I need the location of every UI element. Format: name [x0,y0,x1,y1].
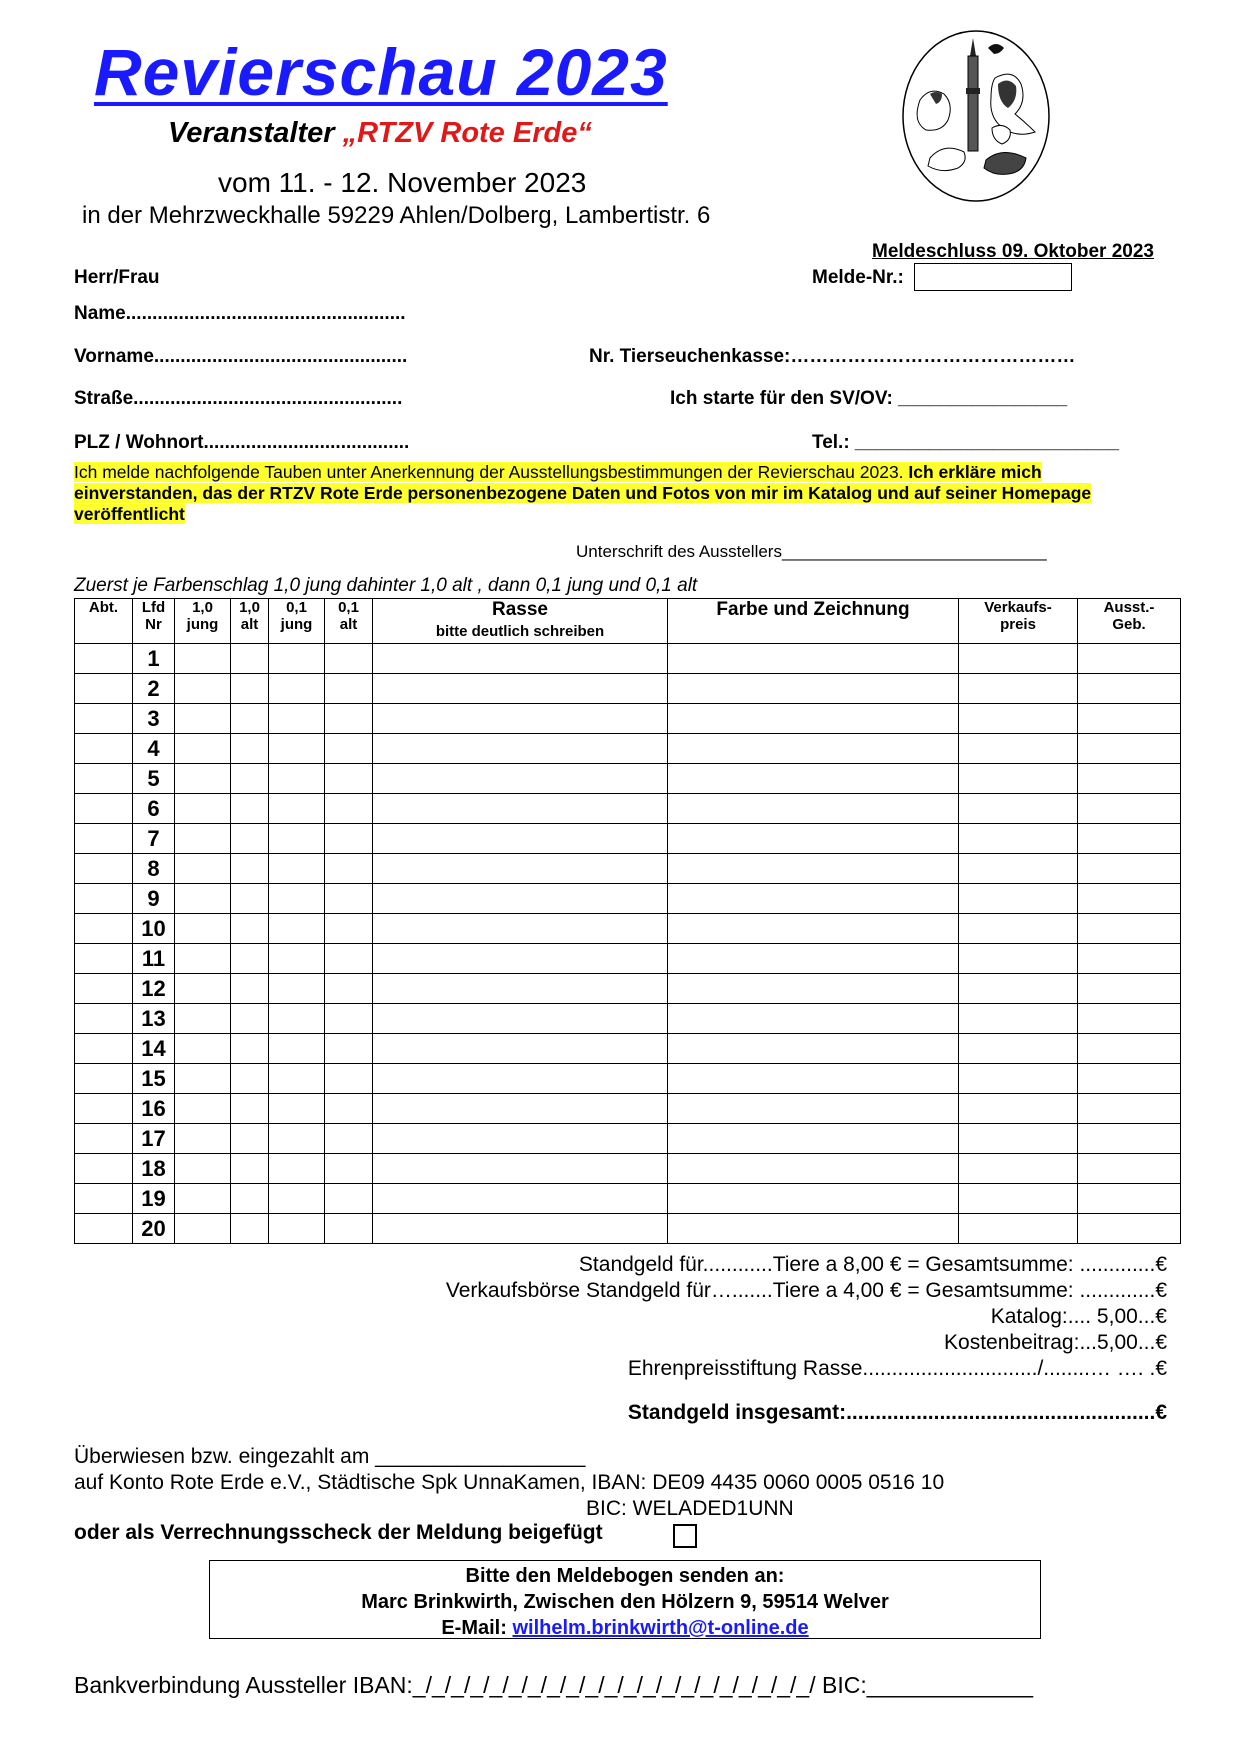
kostenbeitrag-line: Kostenbeitrag:...5,00...€ [944,1331,1167,1354]
entry-cell[interactable] [325,1034,373,1064]
entry-cell[interactable] [75,1034,133,1064]
entry-cell[interactable] [231,704,269,734]
entry-cell[interactable] [175,884,231,914]
entry-cell[interactable] [325,824,373,854]
table-row [75,824,1181,854]
entry-cell[interactable] [231,674,269,704]
entry-cell[interactable] [231,884,269,914]
col-farbe: Farbe und Zeichnung [668,599,959,644]
entry-cell[interactable] [75,884,133,914]
payment-info [74,1444,944,1522]
entry-cell[interactable] [269,854,325,884]
entry-cell[interactable] [959,914,1078,944]
entries-table [74,598,1181,1244]
entry-cell[interactable] [231,1184,269,1214]
entry-cell[interactable] [1078,974,1181,1004]
entry-cell[interactable] [1078,674,1181,704]
entry-cell[interactable] [231,734,269,764]
entry-cell[interactable] [373,764,668,794]
entry-cell[interactable] [175,794,231,824]
entry-cell[interactable] [959,854,1078,884]
entry-cell[interactable] [373,734,668,764]
entry-cell[interactable] [269,674,325,704]
consent-normal: Ich melde nachfolgende Tauben unter Anerkennung der Ausstellungsbestimmungen der Revierschau 2023. [74,462,909,482]
row-number: 16 [133,1094,175,1124]
entry-cell[interactable] [269,1004,325,1034]
entry-cell[interactable] [175,1034,231,1064]
entry-cell[interactable] [668,1154,959,1184]
vorname-field[interactable]: Vorname................................................ [74,346,408,367]
entry-cell[interactable] [269,1094,325,1124]
entry-cell[interactable] [75,674,133,704]
col-male-young: 1,0 jung [175,599,231,644]
row-number: 19 [133,1184,175,1214]
entry-cell[interactable] [175,1124,231,1154]
entry-cell[interactable] [959,1154,1078,1184]
entry-cell[interactable] [1078,944,1181,974]
entry-cell[interactable] [1078,794,1181,824]
entry-cell[interactable] [668,1064,959,1094]
entry-cell[interactable] [269,914,325,944]
entry-cell[interactable] [75,1124,133,1154]
entry-cell[interactable] [959,824,1078,854]
col-abt: Abt. [75,599,133,644]
entry-cell[interactable] [231,974,269,1004]
entry-cell[interactable] [373,1124,668,1154]
entry-cell[interactable] [269,794,325,824]
entry-cell[interactable] [269,884,325,914]
entry-cell[interactable] [269,764,325,794]
entry-cell[interactable] [668,1004,959,1034]
table-row [75,854,1181,884]
entry-cell[interactable] [75,1214,133,1244]
table-row [75,794,1181,824]
entry-cell[interactable] [75,794,133,824]
entry-cell[interactable] [325,764,373,794]
entry-cell[interactable] [231,1124,269,1154]
table-row [75,734,1181,764]
table-row [75,944,1181,974]
entry-cell[interactable] [1078,1154,1181,1184]
entry-cell[interactable] [175,704,231,734]
table-row [75,704,1181,734]
entry-cell[interactable] [373,674,668,704]
table-row [75,764,1181,794]
tel-field[interactable]: Tel.: _________________________ [812,432,1120,453]
col-male-old: 1,0 alt [231,599,269,644]
entry-cell[interactable] [373,1184,668,1214]
entry-cell[interactable] [175,974,231,1004]
entry-cell[interactable] [231,794,269,824]
send-to-address: Marc Brinkwirth, Zwischen den Hölzern 9, 59514 Welver [361,1591,889,1613]
name-field[interactable]: Name..................................................... [74,303,406,324]
entry-cell[interactable] [269,704,325,734]
row-number: 7 [133,824,175,854]
exhibitor-bank-field[interactable]: Bankverbindung Aussteller IBAN:_/_/_/_/_/_/_/_/_/_/_/_/_/_/_/_/_/_/_/_/_/ BIC:_____________ [74,1672,1034,1698]
entry-cell[interactable] [175,1004,231,1034]
entry-cell[interactable] [175,1094,231,1124]
entry-cell[interactable] [373,944,668,974]
entry-cell[interactable] [75,914,133,944]
entry-cell[interactable] [231,1064,269,1094]
fees-block [446,1252,1167,1426]
standgeld-line[interactable]: Standgeld für............Tiere a 8,00 € = Gesamtsumme: .............€ [578,1253,1167,1276]
entry-cell[interactable] [231,914,269,944]
entry-cell[interactable] [269,1064,325,1094]
entry-cell[interactable] [269,1154,325,1184]
plz-wohnort-field[interactable]: PLZ / Wohnort....................................... [74,432,410,453]
entry-cell[interactable] [373,914,668,944]
entry-cell[interactable] [373,1034,668,1064]
row-number: 18 [133,1154,175,1184]
entry-cell[interactable] [959,794,1078,824]
event-venue: in der Mehrzweckhalle 59229 Ahlen/Dolberg, Lambertistr. 6 [82,202,711,229]
entry-cell[interactable] [269,944,325,974]
entry-cell[interactable] [269,644,325,674]
entry-cell[interactable] [269,974,325,1004]
entry-cell[interactable] [231,1034,269,1064]
entry-cell[interactable] [668,1184,959,1214]
row-number: 3 [133,704,175,734]
entry-cell[interactable] [373,1214,668,1244]
entry-cell[interactable] [325,854,373,884]
entry-cell[interactable] [1078,824,1181,854]
entry-cell[interactable] [959,944,1078,974]
page-title: Revierschau 2023 [94,35,668,109]
instruction-text: Zuerst je Farbenschlag 1,0 jung dahinter 1,0 alt , dann 0,1 jung und 0,1 alt [74,575,698,596]
entry-cell[interactable] [325,734,373,764]
entry-cell[interactable] [175,824,231,854]
entry-cell[interactable] [231,1214,269,1244]
table-row [75,1064,1181,1094]
row-number: 20 [133,1214,175,1244]
entry-cell[interactable] [75,704,133,734]
entry-cell[interactable] [75,764,133,794]
entry-cell[interactable] [75,1154,133,1184]
row-number: 9 [133,884,175,914]
col-female-old: 0,1 alt [325,599,373,644]
entry-cell[interactable] [1078,1034,1181,1064]
table-row [75,914,1181,944]
col-rasse: Rasse bitte deutlich schreiben [373,599,668,644]
entry-cell[interactable] [373,794,668,824]
entry-cell[interactable] [75,1004,133,1034]
entry-cell[interactable] [1078,734,1181,764]
entry-cell[interactable] [959,734,1078,764]
entry-cell[interactable] [959,704,1078,734]
cheque-label: oder als Verrechnungsscheck der Meldung beigefügt [74,1521,603,1544]
consent-text [74,462,1164,525]
entry-cell[interactable] [175,734,231,764]
entry-cell[interactable] [1078,914,1181,944]
bank-account-line: auf Konto Rote Erde e.V., Städtische Spk UnnaKamen, IBAN: DE09 4435 0060 0005 0516 10 [74,1471,945,1494]
entry-cell[interactable] [668,1094,959,1124]
strasse-field[interactable]: Straße................................................... [74,388,403,409]
entry-cell[interactable] [325,1184,373,1214]
table-row [75,974,1181,1004]
entry-cell[interactable] [175,764,231,794]
col-verkaufspreis: Verkaufs- preis [959,599,1078,644]
table-row [75,1004,1181,1034]
entry-cell[interactable] [668,914,959,944]
email-link[interactable]: wilhelm.brinkwirth@t-online.de [512,1617,809,1639]
entry-cell[interactable] [373,974,668,1004]
entry-cell[interactable] [175,644,231,674]
send-to-box [209,1560,1041,1639]
entry-cell[interactable] [269,1124,325,1154]
entry-cell[interactable] [269,734,325,764]
entry-cell[interactable] [668,644,959,674]
entry-cell[interactable] [325,884,373,914]
entry-cell[interactable] [75,944,133,974]
entry-cell[interactable] [1078,1184,1181,1214]
row-number: 2 [133,674,175,704]
entry-cell[interactable] [959,1214,1078,1244]
katalog-line: Katalog:.... 5,00...€ [990,1305,1167,1328]
entry-cell[interactable] [668,974,959,1004]
verkauf-line[interactable]: Verkaufsbörse Standgeld für….......Tiere a 4,00 € = Gesamtsumme: .............€ [445,1279,1167,1302]
entry-cell[interactable] [175,914,231,944]
entry-cell[interactable] [325,1214,373,1244]
entry-cell[interactable] [175,674,231,704]
organizer-line [168,117,592,150]
entry-cell[interactable] [1078,1214,1181,1244]
melde-nr-field[interactable] [914,263,1072,291]
entry-cell[interactable] [373,854,668,884]
entry-cell[interactable] [325,674,373,704]
entry-cell[interactable] [75,1184,133,1214]
entry-cell[interactable] [668,1034,959,1064]
entry-cell[interactable] [269,824,325,854]
row-number: 10 [133,914,175,944]
entry-cell[interactable] [325,974,373,1004]
entry-cell[interactable] [668,854,959,884]
entry-cell[interactable] [269,1184,325,1214]
entry-cell[interactable] [231,1004,269,1034]
cheque-checkbox[interactable] [673,1524,697,1548]
ehrenpreis-line[interactable]: Ehrenpreisstiftung Rasse............................../........… …. .€ [627,1357,1167,1380]
transfer-date-field[interactable]: Überwiesen bzw. eingezahlt am __________________ [74,1445,586,1468]
entry-cell[interactable] [269,1034,325,1064]
entry-cell[interactable] [75,824,133,854]
entry-cell[interactable] [1078,1064,1181,1094]
entry-cell[interactable] [959,974,1078,1004]
signature-field[interactable]: Unterschrift des Ausstellers____________________________ [576,542,1047,561]
entry-cell[interactable] [668,944,959,974]
entry-cell[interactable] [75,1094,133,1124]
table-row [75,674,1181,704]
table-row [75,1154,1181,1184]
row-number: 14 [133,1034,175,1064]
entry-cell[interactable] [1078,854,1181,884]
consent-bold: Ich erkläre mich einverstanden, das der RTZV Rote Erde personenbezogene Daten und Fotos von mir im Katalog und auf seiner Homepage veröffentlicht [74,462,1092,524]
entry-cell[interactable] [959,1124,1078,1154]
entry-cell[interactable] [668,824,959,854]
table-header-row [75,599,1181,644]
organizer-name: „RTZV Rote Erde“ [342,117,592,149]
row-number: 4 [133,734,175,764]
entry-cell[interactable] [231,854,269,884]
row-number: 8 [133,854,175,884]
entry-cell[interactable] [75,734,133,764]
col-lfd-nr: Lfd Nr [133,599,175,644]
table-row [75,1094,1181,1124]
melde-nr-label: Melde-Nr.: [812,267,904,288]
entry-cell[interactable] [959,1004,1078,1034]
sv-ov-field[interactable]: Ich starte für den SV/OV: ________________ [670,388,1068,409]
salutation-label: Herr/Frau [74,267,160,288]
entry-cell[interactable] [373,1064,668,1094]
entry-cell[interactable] [269,1214,325,1244]
entry-cell[interactable] [325,944,373,974]
entry-cell[interactable] [325,1064,373,1094]
entry-cell[interactable] [325,914,373,944]
entry-cell[interactable] [668,704,959,734]
club-logo-icon [900,28,1052,204]
entry-cell[interactable] [668,794,959,824]
table-row [75,1184,1181,1214]
entry-cell[interactable] [373,1004,668,1034]
entry-cell[interactable] [175,1064,231,1094]
entry-cell[interactable] [231,644,269,674]
entry-cell[interactable] [668,674,959,704]
entry-cell[interactable] [1078,1124,1181,1154]
entry-cell[interactable] [325,644,373,674]
row-number: 12 [133,974,175,1004]
row-number: 17 [133,1124,175,1154]
entry-cell[interactable] [373,704,668,734]
row-number: 15 [133,1064,175,1094]
entry-cell[interactable] [231,1094,269,1124]
deadline-notice: Meldeschluss 09. Oktober 2023 [872,241,1154,262]
entry-cell[interactable] [1078,704,1181,734]
entry-cell[interactable] [373,824,668,854]
row-number: 6 [133,794,175,824]
send-to-title: Bitte den Meldebogen senden an: [465,1565,785,1587]
entry-cell[interactable] [373,644,668,674]
row-number: 5 [133,764,175,794]
row-number: 1 [133,644,175,674]
table-row [75,1034,1181,1064]
table-row [75,1124,1181,1154]
entry-cell[interactable] [373,884,668,914]
entry-cell[interactable] [325,1154,373,1184]
entry-cell[interactable] [75,974,133,1004]
entry-cell[interactable] [325,794,373,824]
entry-cell[interactable] [1078,1004,1181,1034]
entry-cell[interactable] [325,1004,373,1034]
event-dates: vom 11. - 12. November 2023 [218,167,587,198]
entry-cell[interactable] [959,1064,1078,1094]
entry-cell[interactable] [373,1094,668,1124]
entry-cell[interactable] [175,1214,231,1244]
entry-cell[interactable] [75,644,133,674]
tierseuchenkasse-field[interactable]: Nr. Tierseuchenkasse:……………………………………… [589,346,1076,367]
email-label: E-Mail: [441,1617,513,1639]
entry-cell[interactable] [325,1124,373,1154]
organizer-prefix: Veranstalter [168,117,343,149]
entry-cell[interactable] [959,884,1078,914]
entry-cell[interactable] [325,704,373,734]
entry-cell[interactable] [668,1124,959,1154]
entry-cell[interactable] [959,644,1078,674]
row-number: 11 [133,944,175,974]
entry-cell[interactable] [959,1184,1078,1214]
entry-cell[interactable] [668,764,959,794]
send-to-email-line [210,1615,1040,1641]
entry-cell[interactable] [231,1154,269,1184]
entry-cell[interactable] [373,1154,668,1184]
entry-cell[interactable] [1078,884,1181,914]
table-row [75,884,1181,914]
entry-cell[interactable] [1078,644,1181,674]
entry-cell[interactable] [231,944,269,974]
entry-cell[interactable] [668,884,959,914]
entry-cell[interactable] [175,1184,231,1214]
entry-cell[interactable] [959,764,1078,794]
entry-cell[interactable] [959,1034,1078,1064]
entry-cell[interactable] [1078,1094,1181,1124]
entry-cell[interactable] [75,1064,133,1094]
standgeld-total-line[interactable]: Standgeld insgesamt:.....................................................€ [627,1401,1167,1424]
entry-cell[interactable] [325,1094,373,1124]
entry-cell[interactable] [668,734,959,764]
entry-cell[interactable] [1078,764,1181,794]
entry-cell[interactable] [959,674,1078,704]
col-female-young: 0,1 jung [269,599,325,644]
table-row [75,1214,1181,1244]
table-row [75,644,1181,674]
entry-cell[interactable] [175,854,231,884]
entry-cell[interactable] [175,944,231,974]
entry-cell[interactable] [75,854,133,884]
entry-cell[interactable] [668,1214,959,1244]
bic-line: BIC: WELADED1UNN [586,1497,794,1520]
col-ausst-geb: Ausst.- Geb. [1078,599,1181,644]
entry-cell[interactable] [959,1094,1078,1124]
row-number: 13 [133,1004,175,1034]
entry-cell[interactable] [231,764,269,794]
entry-cell[interactable] [231,824,269,854]
entry-cell[interactable] [175,1154,231,1184]
